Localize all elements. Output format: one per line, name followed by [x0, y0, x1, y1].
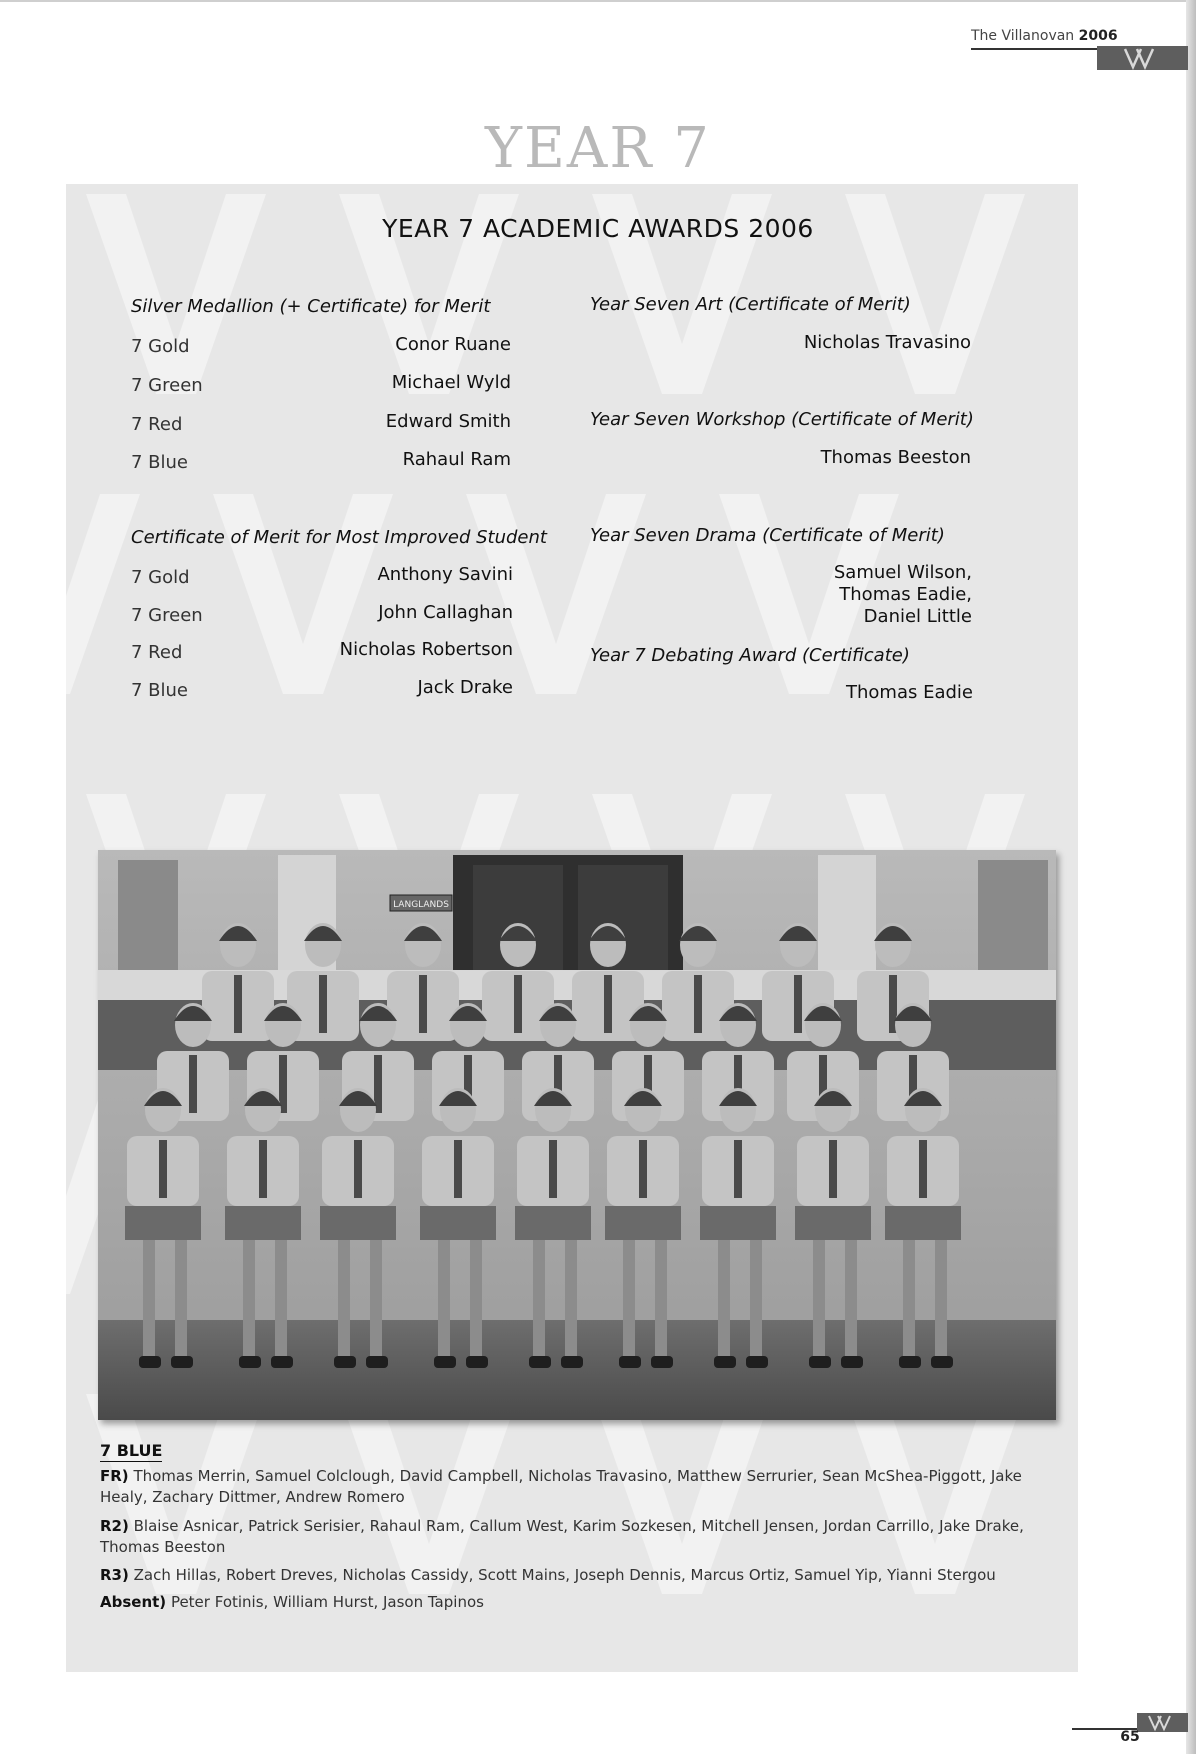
drama-name-1: Samuel Wilson, [833, 562, 972, 583]
improved-name-green: John Callaghan [378, 602, 513, 623]
caption-row-absent [100, 1592, 1030, 1613]
caption-row-names: Blaise Asnicar, Patrick Serisier, Rahaul Ram, Callum West, Karim Sozkesen, Mitchell Jensen, Jordan Carrillo, Jake Drake, Thomas Beeston [100, 1517, 1024, 1556]
silver-class-green: 7 Green [131, 375, 203, 396]
improved-name-blue: Jack Drake [417, 677, 513, 698]
improved-name-red: Nicholas Robertson [339, 639, 513, 660]
caption-row-names: Zach Hillas, Robert Dreves, Nicholas Cassidy, Scott Mains, Joseph Dennis, Marcus Ortiz, Samuel Yip, Yianni Stergou [133, 1566, 996, 1584]
silver-class-blue: 7 Blue [131, 452, 189, 473]
improved-class-blue: 7 Blue [131, 680, 189, 701]
silver-medallion-heading: Silver Medallion (+ Certificate) for Merit [131, 296, 491, 317]
debating-award-name: Thomas Eadie [846, 682, 973, 703]
silver-class-gold: 7 Gold [131, 336, 190, 357]
caption-row-two [100, 1516, 1030, 1558]
improved-class-red: 7 Red [131, 642, 183, 663]
drama-name-3: Daniel Little [863, 606, 972, 627]
top-border [0, 0, 1196, 2]
awards-title: YEAR 7 ACADEMIC AWARDS 2006 [382, 214, 814, 243]
drama-name-2: Thomas Eadie, [839, 584, 972, 605]
section-title: YEAR 7 [485, 116, 711, 181]
art-award-heading: Year Seven Art (Certificate of Merit) [590, 294, 911, 315]
improved-class-green: 7 Green [131, 605, 203, 626]
drama-award-names [834, 562, 972, 628]
caption-row-front [100, 1466, 1030, 1508]
debating-award-heading: Year 7 Debating Award (Certificate) [590, 645, 910, 666]
caption-row-names: Peter Fotinis, William Hurst, Jason Tapinos [170, 1593, 484, 1611]
caption-title: 7 BLUE [100, 1441, 163, 1460]
running-head [971, 28, 1118, 44]
workshop-award-heading: Year Seven Workshop (Certificate of Merit) [590, 409, 974, 430]
caption-row-names: Thomas Merrin, Samuel Colclough, David Campbell, Nicholas Travasino, Matthew Serrurier, Sean McShea-Piggott, Jake Healy, Zachary Dittmer, Andrew Romero [100, 1467, 1022, 1506]
silver-name-green: Michael Wyld [391, 372, 511, 393]
page-edge-shadow [1186, 0, 1196, 1754]
header-rule [971, 48, 1097, 50]
silver-class-red: 7 Red [131, 414, 183, 435]
most-improved-heading: Certificate of Merit for Most Improved Student [131, 527, 547, 548]
silver-name-red: Edward Smith [385, 411, 511, 432]
improved-name-gold: Anthony Savini [377, 564, 513, 585]
drama-award-heading: Year Seven Drama (Certificate of Merit) [590, 525, 945, 546]
page-number: 65 [1120, 1729, 1140, 1745]
publication-name: The Villanovan [971, 28, 1075, 44]
art-award-name: Nicholas Travasino [803, 332, 971, 353]
improved-class-gold: 7 Gold [131, 567, 190, 588]
caption-row-three [100, 1565, 1030, 1586]
publication-year: 2006 [1078, 28, 1118, 44]
silver-name-gold: Conor Ruane [395, 334, 511, 355]
caption-row-label: R2) [100, 1517, 129, 1535]
caption-row-label: R3) [100, 1566, 129, 1584]
vv-monogram-icon [1097, 46, 1188, 70]
silver-name-blue: Rahaul Ram [402, 449, 511, 470]
class-photo [98, 850, 1056, 1420]
workshop-award-name: Thomas Beeston [820, 447, 971, 468]
class-photo-illustration [98, 850, 1056, 1420]
caption-row-label: Absent) [100, 1593, 167, 1611]
building-sign: LANGLANDS [393, 900, 449, 910]
caption-row-label: FR) [100, 1467, 129, 1485]
